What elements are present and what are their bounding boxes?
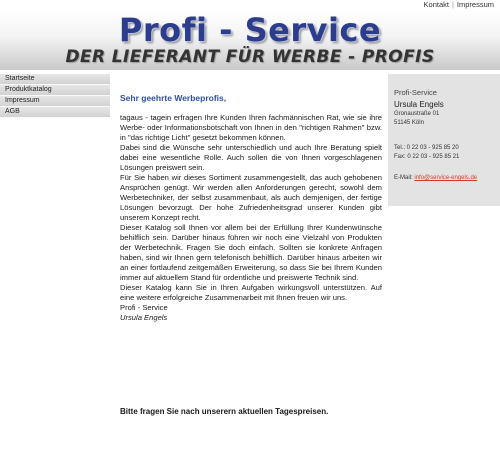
assortment-paragraph: Für Sie haben wir dieses Sortiment zusammengestellt, das auch gehobenen Ansprüchen genügt. Wir werden allen Anforderungen gerecht, sowohl dem Werbetechniker, der selbst zusammenbaut, als auch demjenigen, der fertige Lösungen bevorzugt. Der hohe Zufriedenheitsgrad unserer Kunden gibt unserem Konzept recht. — [120, 173, 382, 222]
site-logo-title[interactable]: Profi - Service — [118, 11, 382, 49]
price-note: Bitte fragen Sie nach unserern aktuellen Tagespreisen. — [120, 407, 329, 416]
signature-name: Ursula Engels — [120, 313, 168, 322]
sidebar-item-startseite[interactable]: Startseite — [0, 74, 110, 85]
sidebar-nav — [0, 74, 110, 118]
closing-paragraph: Dieser Katalog kann Sie in Ihren Aufgaben wirkungsvoll unterstützen. Auf eine weitere erfolgreiche Zusammenarbeit mit Ihnen freuen wir uns. — [120, 283, 382, 302]
contact-info-box — [388, 74, 500, 206]
sidebar-item-impressum[interactable]: Impressum — [0, 96, 110, 107]
catalog-paragraph: Dieser Katalog soll Ihnen vor allem bei der Erfüllung Ihrer Kundenwünsche behilflich sein. Darüber hinaus führen wir noch eine Vielzahl von Produkten der Werbetechnik. Fragen Sie doch einfach. Sollten sie konkrete Anfragen haben, sind wir Ihnen gern telefonisch behilflich. Darüber hinaus arbeiten wir an einer fortlaufend zeitgemäßen Erweiterung, so dass Sie bei Ihrem Kunden immer auf aktuellem Stand für ordentliche und preiswerte Technik sind. — [120, 223, 382, 282]
email-label: E-Mail: — [394, 175, 413, 181]
top-links — [424, 0, 494, 10]
contact-company: Profi-Service — [394, 88, 437, 97]
kontakt-link[interactable]: Kontakt — [423, 0, 449, 9]
contact-email — [394, 175, 477, 181]
intro-paragraph: tagaus - tagein erfragen Ihre Kunden Ihren fachmännischen Rat, wie sie ihre Werbe- oder Informationsbotschaft von Ihnen in den "richtigen Rahmen" bzw. in "das richtige Licht" gesetzt bekommen können. — [120, 113, 382, 142]
header-banner — [0, 10, 500, 70]
signature-company: Profi - Service — [120, 303, 168, 312]
requirements-paragraph: Dabei sind die Wünsche sehr unterschiedlich und auch Ihre Beratung spielt dabei eine wesentliche Rolle. Auch sollen die von Ihnen vorgeschlagenen Lösungen preiswert sein. — [120, 143, 382, 172]
impressum-top-link[interactable]: Impressum — [456, 0, 494, 9]
sidebar-item-produktkatalog[interactable]: Produktkatalog — [0, 85, 110, 96]
site-slogan: DER LIEFERANT FÜR WERBE - PROFIS — [65, 47, 435, 67]
contact-street: Gronaustraße 01 — [394, 111, 440, 117]
email-link[interactable]: info@service-engels.de — [414, 175, 478, 181]
top-links-separator: | — [451, 0, 454, 9]
greeting-heading: Sehr geehrte Werbeprofis, — [120, 93, 227, 103]
main-content — [120, 93, 382, 323]
contact-phone: Tel.: 0 22 03 - 925 85 20 — [394, 145, 459, 151]
contact-name: Ursula Engels — [394, 100, 444, 109]
sidebar-item-agb[interactable]: AGB — [0, 107, 110, 118]
contact-fax: Fax: 0 22 03 - 925 85 21 — [394, 154, 460, 160]
contact-city: 51145 Köln — [394, 120, 424, 126]
